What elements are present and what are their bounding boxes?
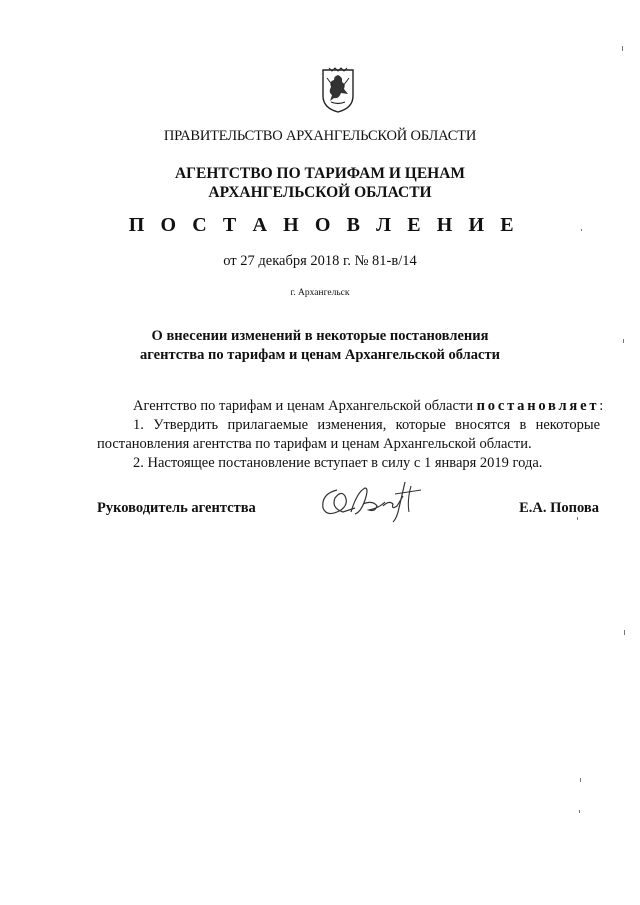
- preamble-lead: Агентство по тарифам и ценам Архангельской области: [133, 398, 477, 414]
- handwritten-signature: [315, 478, 427, 530]
- agency-name: [0, 164, 640, 202]
- signatory-title: Руководитель агентства: [97, 500, 256, 516]
- coat-of-arms-emblem: [321, 66, 355, 114]
- document-subject: [0, 327, 640, 365]
- document-city: г. Архангельск: [290, 288, 350, 298]
- preamble-colon: :: [599, 398, 604, 414]
- scan-artifact: [581, 229, 582, 231]
- scan-artifact: [622, 46, 623, 51]
- scan-artifact: [577, 517, 578, 520]
- scan-artifact: [579, 810, 580, 813]
- signatory-name: Е.А. Попова: [519, 500, 599, 516]
- document-type-title: П О С Т А Н О В Л Е Н И Е: [128, 214, 520, 236]
- scan-artifact: [624, 630, 625, 635]
- paragraph-preamble: [97, 397, 604, 416]
- scan-artifact: [623, 339, 624, 343]
- agency-name-line1: АГЕНТСТВО ПО ТАРИФАМ И ЦЕНАМ: [174, 165, 466, 182]
- subject-line2: агентства по тарифам и ценам Архангельской области: [140, 347, 500, 363]
- government-name: ПРАВИТЕЛЬСТВО АРХАНГЕЛЬСКОЙ ОБЛАСТИ: [163, 128, 477, 144]
- subject-line1: О внесении изменений в некоторые постановления: [151, 328, 489, 344]
- paragraph-item-1: 1. Утвердить прилагаемые изменения, которые вносятся в некоторые постановления агентства по тарифам и ценам Архангельской области.: [97, 417, 600, 452]
- scan-artifact: [580, 778, 581, 782]
- agency-name-line2: АРХАНГЕЛЬСКОЙ ОБЛАСТИ: [208, 184, 432, 201]
- preamble-verb: постановляет: [476, 398, 600, 414]
- paragraph-item-2: 2. Настоящее постановление вступает в силу с 1 января 2019 года.: [133, 455, 543, 471]
- document-date-number: от 27 декабря 2018 г. № 81-в/14: [223, 253, 417, 269]
